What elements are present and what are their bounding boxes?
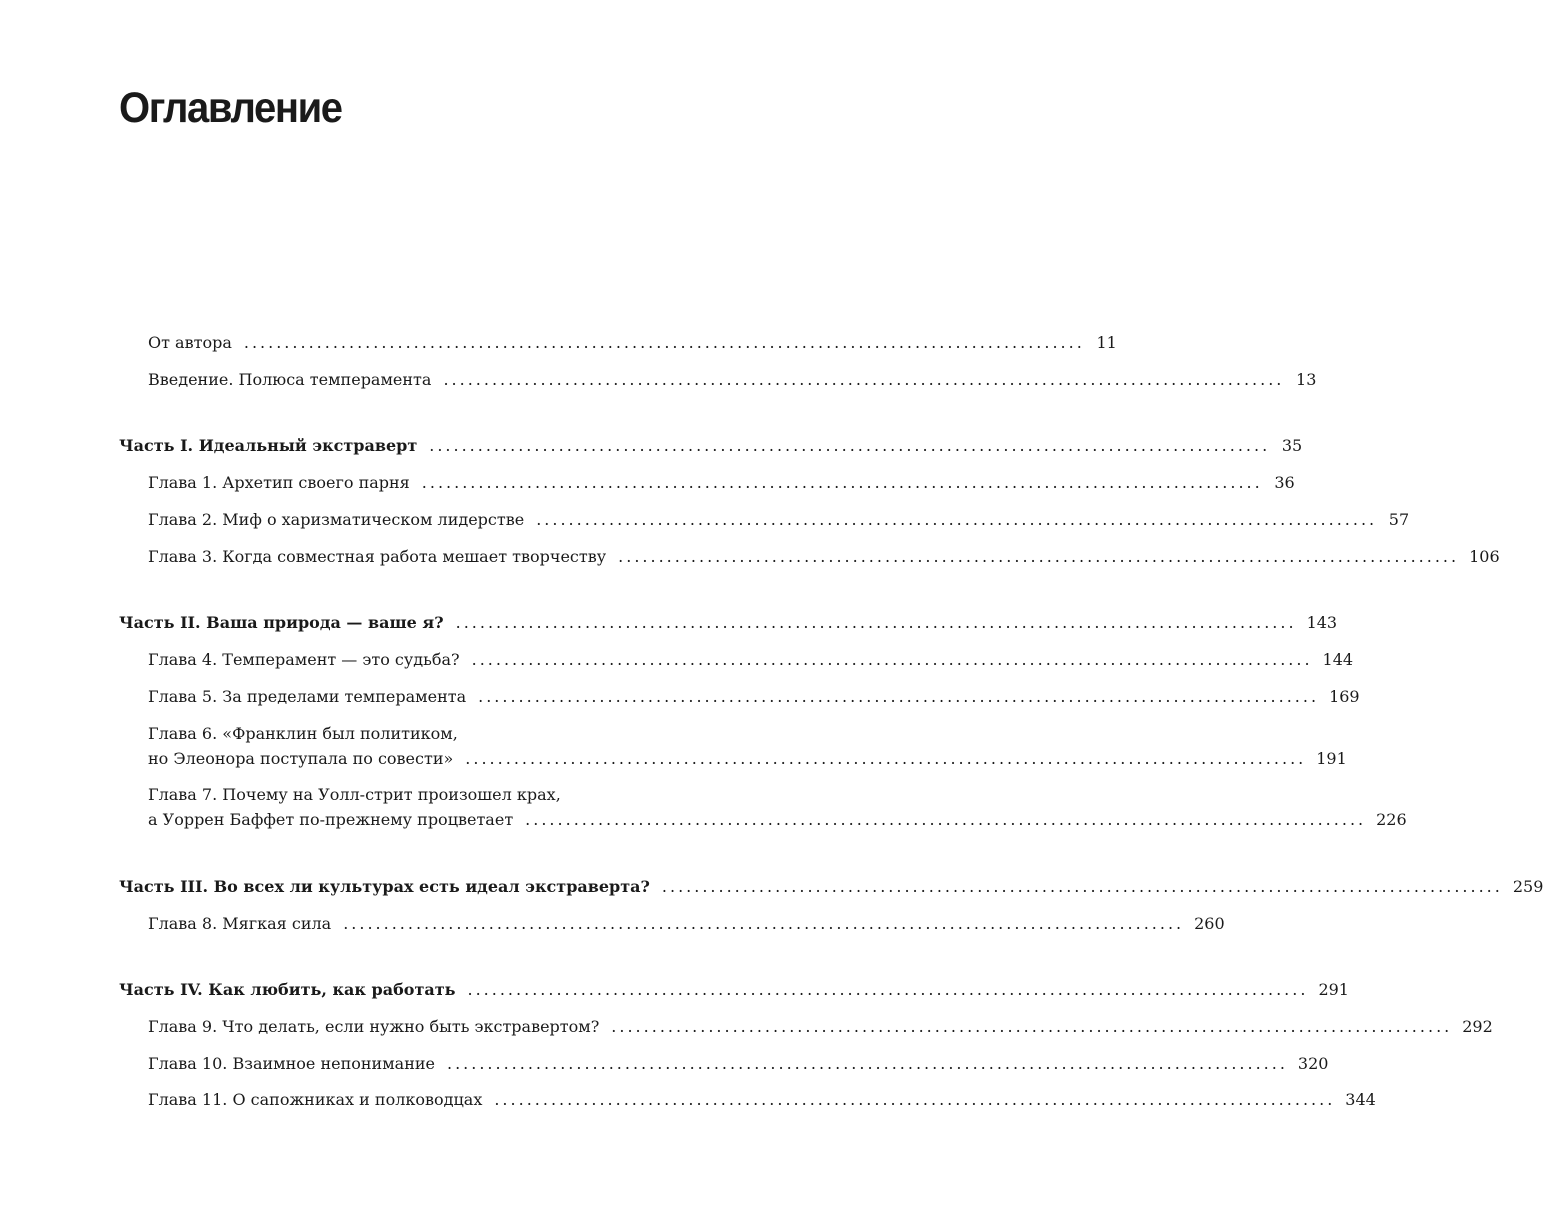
toc-part-3[interactable] [119,877,1543,897]
toc-entry-title: Глава 3. Когда совместная работа мешает творчеству [148,547,607,566]
toc-entry-chapter-4[interactable] [148,650,1354,670]
toc-part-2[interactable] [119,613,1338,633]
leader-dots: ........................................................................................................ [343,914,1185,933]
leader-dots: ........................................................................................................ [421,473,1263,492]
leader-dots: ........................................................................................................ [611,1017,1453,1036]
toc-part-title: Часть II. Ваша природа — ваше я? [119,613,444,632]
toc-entry-title: Глава 4. Темперамент — это судьба? [148,650,460,669]
toc-page-number: 143 [1306,613,1338,632]
leader-dots: ........................................................................................................ [525,810,1367,829]
toc-page-number: 191 [1316,749,1347,768]
toc-page-number: 259 [1512,877,1543,896]
leader-dots: ........................................................................................................ [471,650,1313,669]
toc-entry-chapter-9[interactable] [148,1017,1493,1037]
toc-entry-title: Введение. Полюса темперамента [148,370,432,389]
toc-entry-chapter-2[interactable] [148,510,1410,530]
leader-dots: ........................................................................................................ [446,1054,1288,1073]
toc-page-number: 260 [1194,914,1225,933]
toc-page-number: 106 [1469,547,1500,566]
toc-entry-chapter-5[interactable] [148,687,1360,707]
leader-dots: ........................................................................................................ [429,436,1271,455]
leader-dots: ........................................................................................................ [465,749,1307,768]
toc-entry-title: От автора [148,333,232,352]
toc-entry-line2 [148,749,1347,769]
toc-part-title: Часть III. Во всех ли культурах есть идеал экстраверта? [119,877,650,896]
toc-page-number: 344 [1345,1090,1376,1109]
toc-page-number: 226 [1376,810,1407,829]
toc-entry-chapter-3[interactable] [148,547,1500,567]
toc-page-number: 36 [1274,473,1295,492]
toc-entry-title: Глава 9. Что делать, если нужно быть экстравертом? [148,1017,600,1036]
toc-page-number: 169 [1329,687,1360,706]
toc-page-number: 13 [1296,370,1317,389]
toc-page-number: 11 [1096,333,1117,352]
toc-entry-preface[interactable] [148,333,1117,353]
toc-page-number: 292 [1462,1017,1493,1036]
toc-entry-title: Глава 5. За пределами темперамента [148,687,467,706]
leader-dots: ........................................................................................................ [455,613,1297,632]
toc-page-number: 291 [1318,980,1349,999]
toc-entry-title: Глава 2. Миф о харизматическом лидерстве [148,510,525,529]
leader-dots: ........................................................................................................ [536,510,1378,529]
toc-entry-title-line1: Глава 6. «Франклин был политиком, [148,724,458,743]
toc-entry-intro[interactable] [148,370,1317,390]
toc-entry-title-line1: Глава 7. Почему на Уолл-стрит произошел крах, [148,785,561,804]
toc-page-number: 57 [1388,510,1410,529]
toc-part-4[interactable] [119,980,1349,1000]
toc-entry-title-line2: а Уоррен Баффет по-прежнему процветает [148,810,514,829]
toc-entry-title: Глава 8. Мягкая сила [148,914,332,933]
toc-entry-chapter-10[interactable] [148,1054,1329,1074]
leader-dots: ........................................................................................................ [478,687,1320,706]
toc-entry-title: Глава 10. Взаимное непонимание [148,1054,435,1073]
toc-page-number: 144 [1322,650,1354,669]
toc-part-title: Часть I. Идеальный экстраверт [119,436,418,455]
leader-dots: ........................................................................................................ [243,333,1085,352]
toc-page-number: 320 [1297,1054,1329,1073]
toc-part-1[interactable] [119,436,1303,456]
leader-dots: ........................................................................................................ [443,370,1285,389]
toc-entry-chapter-1[interactable] [148,473,1295,493]
page-title: Оглавление [119,84,342,132]
toc-entry-chapter-8[interactable] [148,914,1225,934]
toc-entry-title-line2: но Элеонора поступала по совести» [148,749,454,768]
leader-dots: ........................................................................................................ [618,547,1460,566]
toc-entry-line2 [148,810,1407,830]
leader-dots: ........................................................................................................ [494,1090,1336,1109]
toc-part-title: Часть IV. Как любить, как работать [119,980,456,999]
toc-page-number: 35 [1281,436,1303,455]
toc-entry-chapter-11[interactable] [148,1090,1376,1110]
toc-entry-title: Глава 11. О сапожниках и полководцах [148,1090,483,1109]
leader-dots: ........................................................................................................ [467,980,1309,999]
leader-dots: ........................................................................................................ [661,877,1503,896]
toc-entry-title: Глава 1. Архетип своего парня [148,473,410,492]
